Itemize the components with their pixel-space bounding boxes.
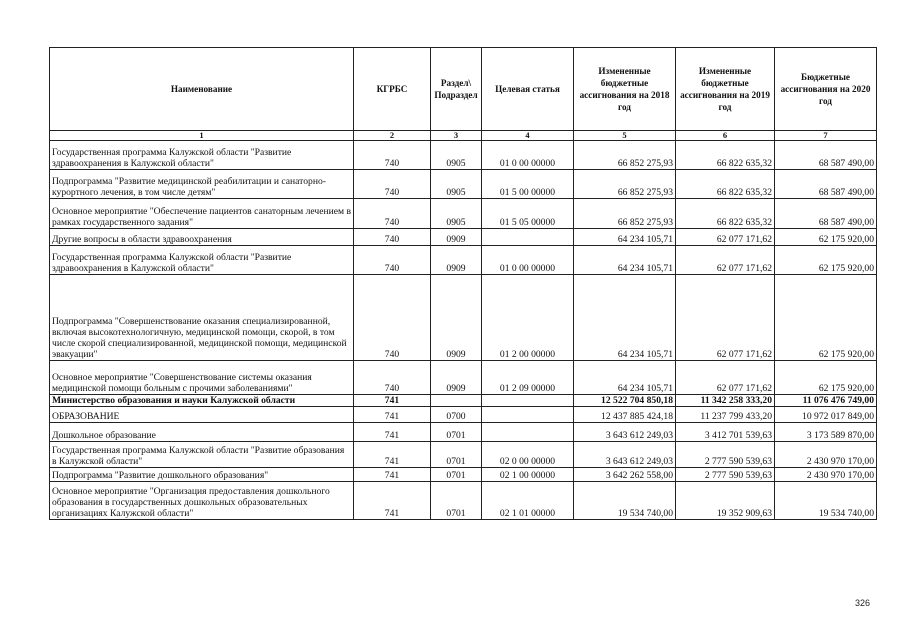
cell-kgrbs: 740 (354, 141, 431, 170)
cell-2019: 62 077 171,62 (676, 246, 775, 275)
column-number: 5 (574, 131, 676, 141)
cell-2019: 66 822 635,32 (676, 141, 775, 170)
table-row (50, 170, 877, 199)
cell-name: Государственная программа Калужской области "Развитие здравоохранения в Калужской области" (50, 141, 354, 170)
cell-kgrbs: 741 (354, 442, 431, 468)
cell-target: 01 2 00 00000 (482, 275, 574, 361)
cell-2019: 62 077 171,62 (676, 229, 775, 246)
cell-2019: 11 237 799 433,20 (676, 407, 775, 423)
cell-2018: 66 852 275,93 (574, 170, 676, 199)
cell-2018: 66 852 275,93 (574, 141, 676, 170)
cell-razdel: 0909 (431, 361, 482, 395)
column-number-row (50, 131, 877, 141)
cell-2018: 64 234 105,71 (574, 229, 676, 246)
cell-2020: 2 430 970 170,00 (775, 442, 877, 468)
cell-name: Подпрограмма "Развитие медицинской реабилитации и санаторно-курортного лечения, в том числе детям" (50, 170, 354, 199)
table-row (50, 468, 877, 482)
cell-razdel (431, 395, 482, 407)
cell-razdel: 0700 (431, 407, 482, 423)
table-row (50, 229, 877, 246)
cell-razdel: 0701 (431, 423, 482, 442)
cell-razdel: 0701 (431, 482, 482, 520)
cell-razdel: 0909 (431, 229, 482, 246)
cell-2018: 64 234 105,71 (574, 246, 676, 275)
cell-name: ОБРАЗОВАНИЕ (50, 407, 354, 423)
cell-kgrbs: 741 (354, 468, 431, 482)
cell-2019: 62 077 171,62 (676, 275, 775, 361)
cell-kgrbs: 741 (354, 407, 431, 423)
cell-kgrbs: 740 (354, 246, 431, 275)
cell-2018: 3 643 612 249,03 (574, 423, 676, 442)
table-row (50, 482, 877, 520)
cell-2019: 2 777 590 539,63 (676, 442, 775, 468)
cell-2018: 3 643 612 249,03 (574, 442, 676, 468)
cell-kgrbs: 741 (354, 423, 431, 442)
column-number: 3 (431, 131, 482, 141)
header-razdel: Раздел\ Подраздел (431, 48, 482, 131)
cell-2019: 2 777 590 539,63 (676, 468, 775, 482)
cell-2019: 66 822 635,32 (676, 170, 775, 199)
cell-target: 01 0 00 00000 (482, 141, 574, 170)
table-row (50, 423, 877, 442)
column-number: 2 (354, 131, 431, 141)
cell-target (482, 395, 574, 407)
page-number: 326 (855, 598, 871, 608)
column-number: 1 (50, 131, 354, 141)
cell-name: Основное мероприятие "Совершенствование системы оказания медицинской помощи больным с прочими заболеваниями" (50, 361, 354, 395)
cell-target (482, 407, 574, 423)
table-row (50, 395, 877, 407)
cell-2018: 19 534 740,00 (574, 482, 676, 520)
cell-2020: 3 173 589 870,00 (775, 423, 877, 442)
table-row (50, 199, 877, 229)
cell-name: Подпрограмма "Развитие дошкольного образования" (50, 468, 354, 482)
cell-kgrbs: 741 (354, 395, 431, 407)
cell-target: 02 1 00 00000 (482, 468, 574, 482)
cell-name: Другие вопросы в области здравоохранения (50, 229, 354, 246)
table-row (50, 246, 877, 275)
cell-2018: 12 437 885 424,18 (574, 407, 676, 423)
cell-name: Министерство образования и науки Калужской области (50, 395, 354, 407)
cell-razdel: 0905 (431, 170, 482, 199)
cell-name: Государственная программа Калужской области "Развитие здравоохранения в Калужской области" (50, 246, 354, 275)
cell-2020: 19 534 740,00 (775, 482, 877, 520)
cell-target: 01 0 00 00000 (482, 246, 574, 275)
cell-target: 01 5 05 00000 (482, 199, 574, 229)
cell-name: Дошкольное образование (50, 423, 354, 442)
cell-2020: 62 175 920,00 (775, 246, 877, 275)
cell-2018: 12 522 704 850,18 (574, 395, 676, 407)
table-body (50, 141, 877, 520)
cell-2019: 11 342 258 333,20 (676, 395, 775, 407)
header-kgrbs: КГРБС (354, 48, 431, 131)
cell-2020: 68 587 490,00 (775, 199, 877, 229)
budget-table (49, 47, 877, 520)
cell-kgrbs: 740 (354, 275, 431, 361)
cell-2020: 68 587 490,00 (775, 170, 877, 199)
header-target: Целевая статья (482, 48, 574, 131)
cell-target: 02 1 01 00000 (482, 482, 574, 520)
cell-kgrbs: 740 (354, 199, 431, 229)
cell-razdel: 0909 (431, 246, 482, 275)
cell-2020: 62 175 920,00 (775, 361, 877, 395)
cell-name: Государственная программа Калужской области "Развитие образования в Калужской области" (50, 442, 354, 468)
cell-razdel: 0905 (431, 199, 482, 229)
table-row (50, 275, 877, 361)
column-number: 7 (775, 131, 877, 141)
table-row (50, 361, 877, 395)
cell-2019: 62 077 171,62 (676, 361, 775, 395)
cell-2020: 11 076 476 749,00 (775, 395, 877, 407)
cell-kgrbs: 740 (354, 361, 431, 395)
header-2019: Измененные бюджетные ассигнования на 2019 год (676, 48, 775, 131)
cell-kgrbs: 741 (354, 482, 431, 520)
cell-target (482, 229, 574, 246)
cell-2018: 64 234 105,71 (574, 361, 676, 395)
cell-target (482, 423, 574, 442)
table-row (50, 407, 877, 423)
cell-kgrbs: 740 (354, 229, 431, 246)
cell-target: 02 0 00 00000 (482, 442, 574, 468)
header-name: Наименование (50, 48, 354, 131)
cell-razdel: 0905 (431, 141, 482, 170)
cell-razdel: 0909 (431, 275, 482, 361)
cell-razdel: 0701 (431, 468, 482, 482)
header-2020: Бюджетные ассигнования на 2020 год (775, 48, 877, 131)
cell-2019: 66 822 635,32 (676, 199, 775, 229)
cell-2018: 64 234 105,71 (574, 275, 676, 361)
cell-2019: 3 412 701 539,63 (676, 423, 775, 442)
cell-2020: 62 175 920,00 (775, 229, 877, 246)
cell-target: 01 2 09 00000 (482, 361, 574, 395)
table-row (50, 442, 877, 468)
column-number: 4 (482, 131, 574, 141)
table-row (50, 141, 877, 170)
cell-2020: 68 587 490,00 (775, 141, 877, 170)
cell-kgrbs: 740 (354, 170, 431, 199)
cell-name: Основное мероприятие "Организация предоставления дошкольного образования в государственных дошкольных образовательных организациях Калужской области" (50, 482, 354, 520)
cell-target: 01 5 00 00000 (482, 170, 574, 199)
cell-2018: 3 642 262 558,00 (574, 468, 676, 482)
cell-name: Основное мероприятие "Обеспечение пациентов санаторным лечением в рамках государственного задания" (50, 199, 354, 229)
cell-2018: 66 852 275,93 (574, 199, 676, 229)
cell-2020: 2 430 970 170,00 (775, 468, 877, 482)
cell-name: Подпрограмма "Совершенствование оказания специализированной, включая высокотехнологичную, медицинской помощи, скорой, в том числе скорой специализированной, медицинской помощи, медицинской эвакуации" (50, 275, 354, 361)
cell-2019: 19 352 909,63 (676, 482, 775, 520)
column-number: 6 (676, 131, 775, 141)
cell-razdel: 0701 (431, 442, 482, 468)
header-row (50, 48, 877, 131)
header-2018: Измененные бюджетные ассигнования на 2018 год (574, 48, 676, 131)
cell-2020: 10 972 017 849,00 (775, 407, 877, 423)
cell-2020: 62 175 920,00 (775, 275, 877, 361)
